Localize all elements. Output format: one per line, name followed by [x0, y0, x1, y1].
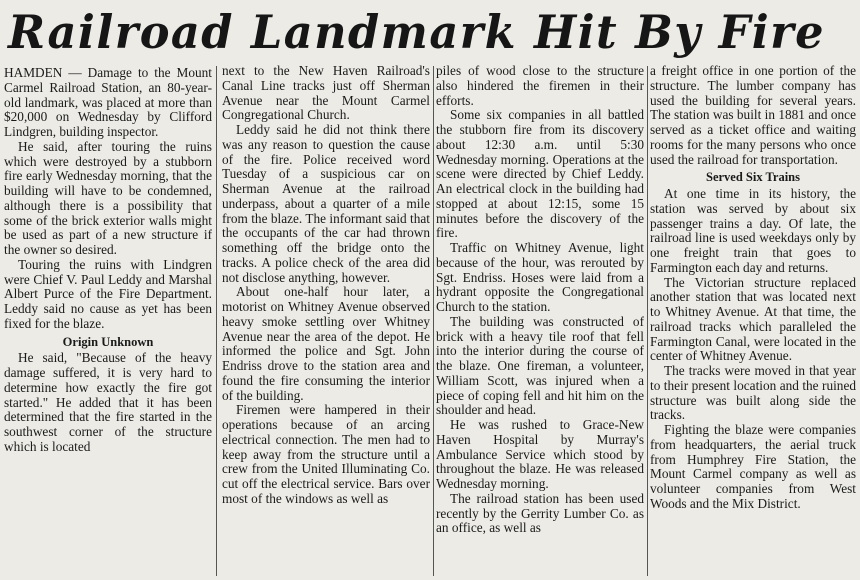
article-column-3: [436, 64, 644, 578]
article-paragraph: Fighting the blaze were companies from headquarters, the aerial truck from Humphrey Fire Station, the Mount Carmel company as well as volunteer companies from West Woods and the Mix District.: [650, 422, 856, 511]
article-paragraph: piles of wood close to the structure also hindered the firemen in their efforts.: [436, 64, 644, 108]
article-column-1: [4, 66, 212, 578]
article-paragraph: a freight office in one portion of the structure. The lumber company has used the building for several years. The station was built in 1881 and once served as a ticket office and waiting rooms for the many persons who once used the railroad for transportation.: [650, 64, 856, 167]
article-paragraph: Some six companies in all battled the stubborn fire from its discovery about 12:30 a.m. until 5:30 Wednesday morning. Operations at the scene were directed by Chief Leddy. An electrical clock in the building had stopped at about 12:15, some 15 minutes before the discovery of the fire.: [436, 107, 644, 241]
headline: Railroad Landmark Hit By Fire: [8, 5, 825, 59]
article-paragraph: Leddy said he did not think there was any reason to question the cause of the fire. Police received word Tuesday of a suspicious car on Sherman Avenue at the railroad underpass, about a quarter of a mile from the blaze. The informant said that the occupants of the car had thrown something off the bridge onto the tracks. A police check of the area did not disclose anything, however.: [222, 122, 430, 285]
article-column-2: [222, 64, 430, 578]
article-column-4: [650, 64, 856, 578]
article-paragraph: Traffic on Whitney Avenue, light because of the hour, was rerouted by Sgt. Endriss. Hoses were laid from a hydrant opposite the Congregational Church to the station.: [436, 240, 644, 314]
column-rule: [433, 66, 434, 576]
article-paragraph: The Victorian structure replaced another station that was located next to Whitney Avenue. At that time, the railroad tracks which paralleled the Farmington Canal, were located in the center of Whitney Avenue.: [650, 274, 856, 364]
subhead: Served Six Trains: [706, 170, 800, 185]
article-paragraph: The tracks were moved in that year to their present location and the ruined structure was built along side the tracks.: [650, 363, 856, 423]
column-rule: [216, 66, 217, 576]
article-paragraph: The building was constructed of brick with a heavy tile roof that fell into the interior during the course of the blaze. One fireman, a volunteer, William Scott, was injured when a piece of coping fell and hit him on the shoulder and head.: [436, 313, 644, 418]
article-paragraph: He said, after touring the ruins which were destroyed by a stubborn fire early Wednesday morning, that the building will have to be condemned, although there is a possibility that some of the brick exterior walls might be used as part of a new structure if the owner so desired.: [4, 138, 212, 257]
article-paragraph: About one-half hour later, a motorist on Whitney Avenue observed heavy smoke settling over Whitney Avenue near the area of the depot. He informed the police and Sgt. John Endriss drove to the station area and found the fire consuming the interior of the building.: [222, 284, 430, 403]
article-paragraph: HAMDEN — Damage to the Mount Carmel Railroad Station, an 80-year-old landmark, was placed at more than $20,000 on Wednesday by Clifford Lindgren, building inspector.: [4, 66, 212, 139]
article-paragraph: He said, "Because of the heavy damage suffered, it is very hard to determine how exactly the fire got started." He added that it has been determined that the fire started in the southwest corner of the structure which is located: [4, 350, 212, 454]
article-paragraph: Firemen were hampered in their operations because of an arcing electrical connection. The men had to keep away from the structure until a crew from the United Illuminating Co. cut off the electrical service. Bars over most of the windows as well as: [222, 402, 430, 506]
column-rule: [647, 66, 648, 576]
article-paragraph: The railroad station has been used recently by the Gerrity Lumber Co. as an office, as well as: [436, 490, 644, 536]
article-paragraph: He was rushed to Grace-New Haven Hospital by Murray's Ambulance Service which stood by throughout the blaze. He was released Wednesday morning.: [436, 417, 644, 491]
subhead: Origin Unknown: [62, 334, 154, 349]
article-paragraph: next to the New Haven Railroad's Canal Line tracks just off Sherman Avenue near the Mount Carmel Congregational Church.: [222, 64, 430, 123]
article-paragraph: At one time in its history, the station was served by about six passenger trains a day. Of late, the railroad line is used weekdays only by one freight train that goes to Farmington each day and returns.: [650, 186, 856, 275]
article-paragraph: Touring the ruins with Lindgren were Chief V. Paul Leddy and Marshal Albert Purce of the Fire Department. Leddy said no cause as yet has been fixed for the blaze.: [4, 256, 212, 331]
